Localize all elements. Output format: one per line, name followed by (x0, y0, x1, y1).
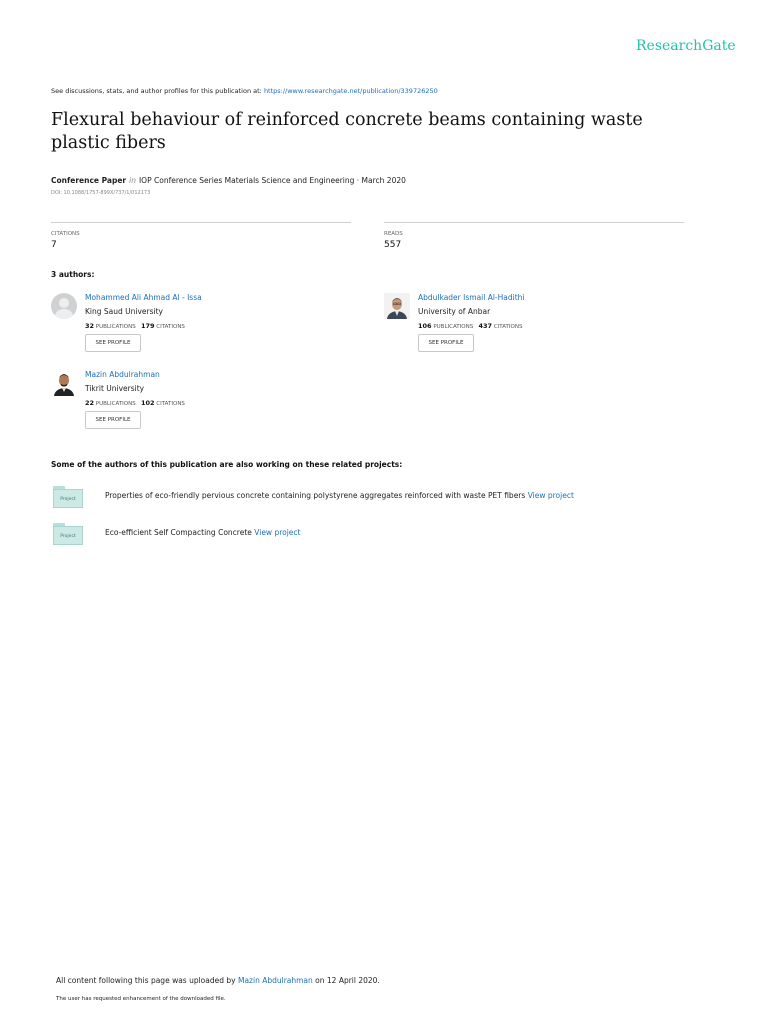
discussion-text: See discussions, stats, and author profiles for this publication at: (51, 87, 264, 95)
project-item (51, 486, 611, 512)
author-card (51, 293, 351, 363)
citations-label: CITATIONS (51, 231, 80, 237)
discussion-line (51, 87, 438, 95)
meta-in: in (129, 176, 136, 185)
author-counts (85, 322, 185, 330)
author-citations-label: CITATIONS (156, 401, 185, 407)
avatar[interactable] (51, 370, 77, 396)
upload-prefix: All content following this page was uploaded by (56, 976, 238, 985)
author-institution: Tikrit University (85, 384, 145, 393)
author-card (51, 370, 351, 440)
citations-stat (51, 222, 351, 250)
publications-label: PUBLICATIONS (95, 324, 136, 330)
project-text (105, 491, 574, 500)
author-counts (85, 399, 185, 407)
see-profile-button[interactable]: SEE PROFILE (85, 411, 141, 429)
author-name-link[interactable]: Mazin Abdulrahman (85, 370, 160, 379)
author-name-link[interactable]: Abdulkader Ismail Al-Hadithi (418, 293, 525, 302)
see-profile-button[interactable]: SEE PROFILE (418, 334, 474, 352)
researchgate-logo[interactable]: ResearchGate (636, 38, 736, 54)
publications-label: PUBLICATIONS (95, 401, 136, 407)
uploader-link[interactable]: Mazin Abdulrahman (237, 976, 313, 985)
author-counts (418, 322, 522, 330)
citations-count: 179 (140, 322, 155, 330)
author-citations-label: CITATIONS (156, 324, 185, 330)
publication-meta (51, 176, 406, 185)
publications-label: PUBLICATIONS (433, 324, 474, 330)
author-name-link[interactable]: Mohammed Ali Ahmad Al - Issa (85, 293, 202, 302)
citations-count: 102 (140, 399, 155, 407)
citations-count: 437 (478, 322, 493, 330)
project-folder-icon[interactable] (53, 486, 83, 508)
author-card (384, 293, 684, 363)
publication-title: Flexural behaviour of reinforced concrete beams containing waste plastic fibers (51, 110, 643, 153)
publication-venue: IOP Conference Series Materials Science and Engineering · March 2020 (138, 176, 406, 185)
citations-value: 7 (51, 240, 57, 250)
author-institution: King Saud University (85, 307, 163, 316)
project-icon-label: Project (53, 526, 83, 545)
avatar[interactable] (384, 293, 410, 319)
upload-note (56, 976, 380, 985)
avatar-placeholder[interactable] (51, 293, 77, 319)
authors-heading: 3 authors: (51, 270, 95, 279)
related-projects-heading: Some of the authors of this publication are also working on these related projects: (51, 460, 403, 469)
project-title: Eco-efficient Self Compacting Concrete (105, 528, 255, 537)
reads-label: READS (384, 231, 403, 237)
publication-url-link[interactable]: https://www.researchgate.net/publication/339726250 (263, 87, 438, 95)
upload-suffix: on 12 April 2020. (312, 976, 380, 985)
publications-count: 106 (418, 322, 432, 330)
author-institution: University of Anbar (418, 307, 491, 316)
project-item (51, 523, 611, 549)
publication-type: Conference Paper (51, 176, 127, 185)
project-icon-label: Project (53, 489, 83, 508)
view-project-link[interactable]: View project (527, 491, 574, 500)
project-text (105, 528, 300, 537)
project-folder-icon[interactable] (53, 523, 83, 545)
reads-stat (384, 222, 684, 250)
publications-count: 32 (85, 322, 95, 330)
enhancement-note: The user has requested enhancement of the downloaded file. (56, 996, 226, 1002)
see-profile-button[interactable]: SEE PROFILE (85, 334, 141, 352)
project-title: Properties of eco-friendly pervious concrete containing polystyrene aggregates reinforced with waste PET fibers (105, 491, 528, 500)
reads-value: 557 (384, 240, 402, 250)
publications-count: 22 (85, 399, 95, 407)
author-citations-label: CITATIONS (493, 324, 523, 330)
publication-doi: DOI: 10.1088/1757-899X/737/1/012173 (51, 190, 151, 196)
view-project-link[interactable]: View project (254, 528, 301, 537)
